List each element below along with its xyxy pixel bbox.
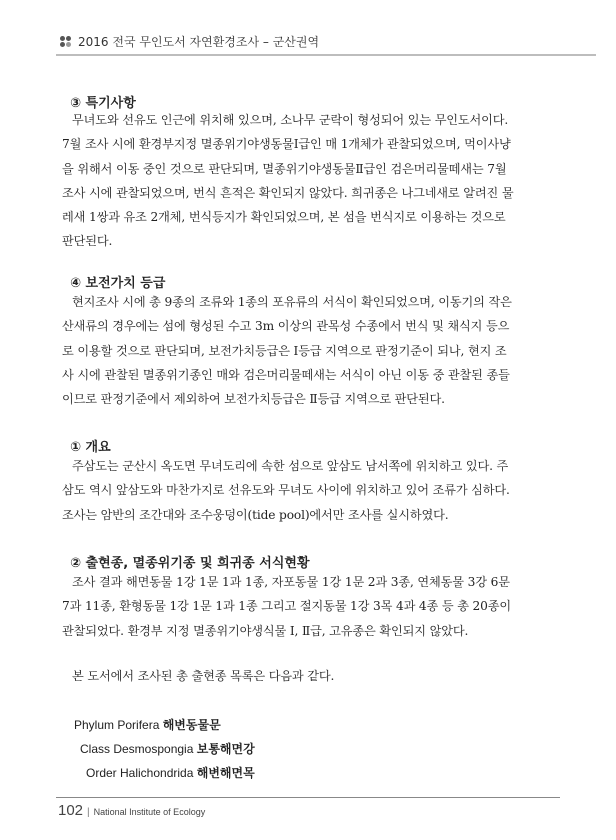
text-line: 이므로 판정기준에서 제외하여 보전가치등급은 Ⅱ등급 지역으로 판단된다. [62,392,445,407]
paragraph-conservation-grade [62,290,556,411]
taxon-order [86,764,255,781]
text-line: 을 위해서 이동 중인 것으로 판단되며, 멸종위기야생동물Ⅱ급인 검은머리물떼새는 7월 [62,161,507,176]
page-header [40,24,580,56]
taxon-korean-name: 해변동물문 [162,718,221,732]
text-line: 판단된다. [62,234,113,249]
text-line: 조사 시에 관찰되었으며, 번식 흔적은 확인되지 않았다. 희귀종은 나그네새로 알려진 물 [62,185,514,200]
page-footer [58,802,205,820]
paragraph-special-notes [62,108,556,254]
paragraph-species-status [62,570,556,643]
text-line: 조사는 암반의 조간대와 조수웅덩이(tide pool)에서만 조사를 실시하였다. [62,507,449,522]
taxon-korean-name: 해변해면목 [196,766,255,780]
text-line: 삼도 역시 앞삼도와 마찬가지로 선유도와 무녀도 사이에 위치하고 있어 조류가 심하다. [62,483,510,498]
text-line: 현지조사 시에 총 9종의 조류와 1종의 포유류의 서식이 확인되었으며, 이동기의 작은 [72,295,512,309]
text-line: 산새류의 경우에는 섬에 형성된 수고 3m 이상의 관목성 수종에서 번식 및 채식지 등으 [62,319,510,334]
paragraph-species-list-intro [62,664,556,688]
text-line: 7월 조사 시에 환경부지정 멸종위기야생동물Ⅰ급인 매 1개체가 관찰되었으며, 먹이사냥 [62,137,511,152]
header-divider [56,54,596,56]
text-line: 관찰되었다. 환경부 지정 멸종위기야생식물 Ⅰ, Ⅱ급, 고유종은 확인되지 않았다. [62,623,469,638]
text-line: 레새 1쌍과 유조 2개체, 번식등지가 확인되었으며, 본 섬을 번식지로 이용하는 것으로 [62,210,506,225]
text-line: 무녀도와 선유도 인근에 위치해 있으며, 소나무 군락이 형성되어 있는 무인도서이다. [72,113,509,127]
text-line: 본 도서에서 조사된 총 출현종 목록은 다음과 같다. [72,669,335,683]
taxon-latin-name: Order Halichondrida [86,766,194,780]
taxon-class [80,740,255,757]
text-line: 조사 결과 해면동물 1강 1문 1과 1종, 자포동물 1강 1문 2과 3종, 연체동물 3강 6문 [72,575,510,589]
organization-name: National Institute of Ecology [93,807,206,817]
taxon-phylum [74,716,221,733]
dots-icon [60,36,74,48]
section-heading-special-notes: ③ 특기사항 [70,96,136,111]
taxon-korean-name: 보통해면강 [196,742,255,756]
taxon-latin-name: Phylum Porifera [74,718,160,732]
header-title: 2016 전국 무인도서 자연환경조사 – 군산권역 [78,35,320,49]
text-line: 7과 11종, 환형동물 1강 1문 1과 1종 그리고 절지동물 1강 3목 4과 4종 등 총 20종이 [62,599,512,614]
paragraph-overview [62,454,556,527]
footer-divider [56,797,560,798]
section-heading-conservation-grade: ④ 보전가치 등급 [70,276,166,291]
page-number: 102 [58,802,84,819]
text-line: 사 시에 관찰된 멸종위기종인 매와 검은머리물떼새는 서식이 아닌 이동 중 관찰된 종들 [62,367,510,382]
text-line: 로 이용할 것으로 판단되며, 보전가치등급은 Ⅰ등급 지역으로 판정기준이 되나, 현지 조 [62,343,507,358]
text-line: 주삼도는 군산시 옥도면 무녀도리에 속한 섬으로 앞삼도 남서쪽에 위치하고 있다. 주 [72,459,509,473]
section-heading-species-status: ② 출현종, 멸종위기종 및 희귀종 서식현황 [70,556,310,571]
taxon-latin-name: Class Desmospongia [80,742,194,756]
footer-separator: | [87,807,90,818]
section-heading-overview: ① 개요 [70,440,111,455]
